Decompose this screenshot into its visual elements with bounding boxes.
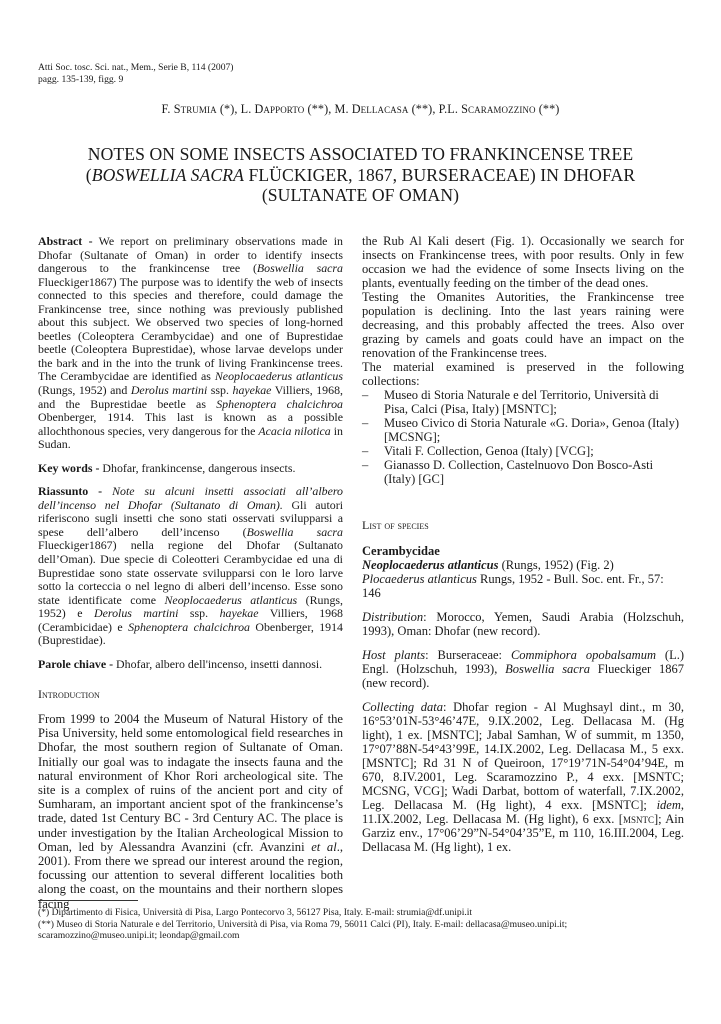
paragraph-material: The material examined is preserved in the following collections:: [362, 360, 684, 388]
footnote-2: (**) Museo di Storia Naturale e del Territorio, Università di Pisa, via Roma 79, 56011 Calci (PI), Italy. E-mail: dellacasa@museo.unipi.it; scaramozzino@museo.unipi.it; leondap@gmail.com: [38, 918, 568, 942]
footnote-1: (*) Dipartimento di Fisica, Università di Pisa, Largo Pontecorvo 3, 56127 Pisa, Italy. E-mail: strumia@df.unipi.it: [38, 907, 473, 918]
title-line-2: (BOSWELLIA SACRA FLÜCKIGER, 1867, BURSERACEAE) IN DHOFAR: [85, 164, 636, 185]
introduction-text: From 1999 to 2004 the Museum of Natural History of the Pisa University, held some entomological field researches in Dhofar, the most southern region of Sultanate of Oman. Initially our goal was to indagate the insects fauna and the natural environment of Khor Rori archeological site. The site is a complex of ruins of the ancient port and city of Sumharam, an important ancient spot of the frankincense’s trade, dated 1st Century BC - 3rd Century AC. The place is under investigation by the Italian Archeological Mission to Oman, led by Alessandra Avanzini (cfr. Avanzini et al., 2001). From there we spread our interest around the region, focussing our attention to several different localities both along the coast, on the mountains and their northern slopes facing: [38, 711, 343, 911]
paragraph-testing: Testing the Omanites Autorities, the Frankincense tree population is declining. Into the last years raining were decreasing, and this probably affected the trees. Also over grazing by camels and goats could have an impact on the renovation of the Frankincense trees.: [362, 290, 684, 360]
journal-line-2: pagg. 135-139, figg. 9: [38, 73, 124, 85]
family-heading: Cerambycidae: [362, 544, 440, 558]
riassunto: Riassunto - Note su alcuni insetti associati all’albero dell’incenso nel Dhofar (Sultanato di Oman). Gli autori riferiscono sugli insetti che sono stati osservati svilupparsi a spese dell’albero dell’incenso (Boswellia sacra Flueckiger1867) nella regione del Dhofar (Sultanato dell’Oman). Due specie di Coleotteri Cerambycidae ed una di Buprestidae sono state osservate svilupparsi con le loro larve sotto la corteccia o nel legno di alberi dell’incenso. Esse sono state identificate come Neoplocaederus atlanticus (Rungs, 1952) e Derolus martini ssp. hayekae Villiers, 1968 (Cerambicidae) e Sphenoptera chalcichroa Obenberger, 1914 (Buprestidae).: [38, 484, 344, 648]
collections-list: [362, 388, 684, 486]
journal-line-1: Atti Soc. tosc. Sci. nat., Mem., Serie B, 114 (2007): [38, 62, 234, 73]
title-line-3: (SULTANATE OF OMAN): [261, 185, 460, 205]
journal-citation: [38, 62, 234, 85]
title-line-1: NOTES ON SOME INSECTS ASSOCIATED TO FRANKINCENSE TREE: [87, 144, 634, 164]
parole-chiave: Parole chiave - Dhofar, albero dell'incenso, insetti dannosi.: [38, 656, 323, 671]
footnotes: [38, 907, 684, 942]
abstract: Abstract - We report on preliminary observations made in Dhofar (Sultanate of Oman) in order to identify insects dangerous to the frankincense tree (Boswellia sacra Flueckiger1867) The purpose was to identify the web of insects connected to this species and therefore, could damage the Frankincense tree, since nothing was previously published about this subject. We observed two species of long-horned beetles (Coleoptera Cerambycidae) and one of Buprestidae beetle (Coleoptera Buprestidae), whose larvae develops under the bark and in the into the trunk of living Frankincense trees. The Cerambycidae are identified as Neoplocaederus atlanticus (Rungs, 1952) and Derolus martini ssp. hayekae Villiers, 1968, and the Buprestidae beetle as Sphenoptera chalcichroa Obenberger, 1914. This last is known as a possible allochthonous species, very dangerous for the Acacia nilotica in Sudan.: [38, 234, 343, 452]
left-column: [38, 235, 343, 911]
list-item: – Gianasso D. Collection, Castelnuovo Don Bosco-Asti (Italy) [GC]: [362, 458, 654, 486]
collecting-data: Collecting data: Dhofar region - Al Mughsayl dint., m 30, 16°53’01N-53°46’47E, 9.IX.2002, Leg. Dellacasa M. (Hg light), 1 ex. [MSNTC]; Jabal Samhan, W of summit, m 1350, 17°07’88N-54°43’99E, 14.IX.2002, Leg. Dellacasa M., 5 exx. [MSNTC]; Rd 31 N of Queiroon, 17°19’71N-54°04’94E, m 670, 8.IV.2001, Leg. Scaramozzino P., 4 exx. [MSNTC; MCSNG, VCG]; Wadi Darbat, bottom of waterfall, 7.IX.2002, Leg. Dellacasa M. (Hg light), 4 exx. [MSNTC]; idem, 11.IX.2002, Leg. Dellacasa M. (Hg light), 6 exx. [msntc]; Ain Garziz env., 17°06’29”N-54°04’35”E, m 110, 16.III.2004, Leg. Dellacasa M. (Hg light), 1 ex.: [362, 700, 684, 854]
species-name: Neoplocaederus atlanticus (Rungs, 1952) (Fig. 2): [362, 558, 614, 572]
paper-title: [38, 144, 683, 206]
synonym: Plocaederus atlanticus Rungs, 1952 - Bull. Soc. ent. Fr., 57: 146: [362, 572, 664, 600]
host-plants: Host plants: Burseraceae: Commiphora opobalsamum (L.) Engl. (Holzschuh, 1993), Boswellia sacra Flueckiger 1867 (new record).: [362, 648, 684, 690]
keywords: Key words - Dhofar, frankincense, dangerous insects.: [38, 460, 296, 475]
footnote-rule: [38, 900, 138, 901]
list-item: – Museo Civico di Storia Naturale «G. Doria», Genoa (Italy) [MCSNG];: [362, 416, 680, 444]
list-item: – Vitali F. Collection, Genoa (Italy) [VCG];: [362, 444, 594, 458]
authors-line: F. Strumia (*), L. Dapporto (**), M. Dellacasa (**), P.L. Scaramozzino (**): [161, 102, 560, 116]
list-item: – Museo di Storia Naturale e del Territorio, Università di Pisa, Calci (Pisa, Italy) [MSNTC];: [362, 388, 659, 416]
distribution: Distribution: Morocco, Yemen, Saudi Arabia (Holzschuh, 1993), Oman: Dhofar (new record).: [362, 610, 684, 638]
introduction-heading: Introduction: [38, 687, 100, 702]
list-of-species-heading: List of species: [362, 518, 429, 532]
paragraph-rub-al-kali: the Rub Al Kali desert (Fig. 1). Occasionally we search for insects on Frankincense trees, with poor results. Only in few occasion we had the evidence of some Insects living on the plants, eventually feeding on the timber of the dead ones.: [362, 234, 684, 290]
right-column: [362, 234, 684, 854]
